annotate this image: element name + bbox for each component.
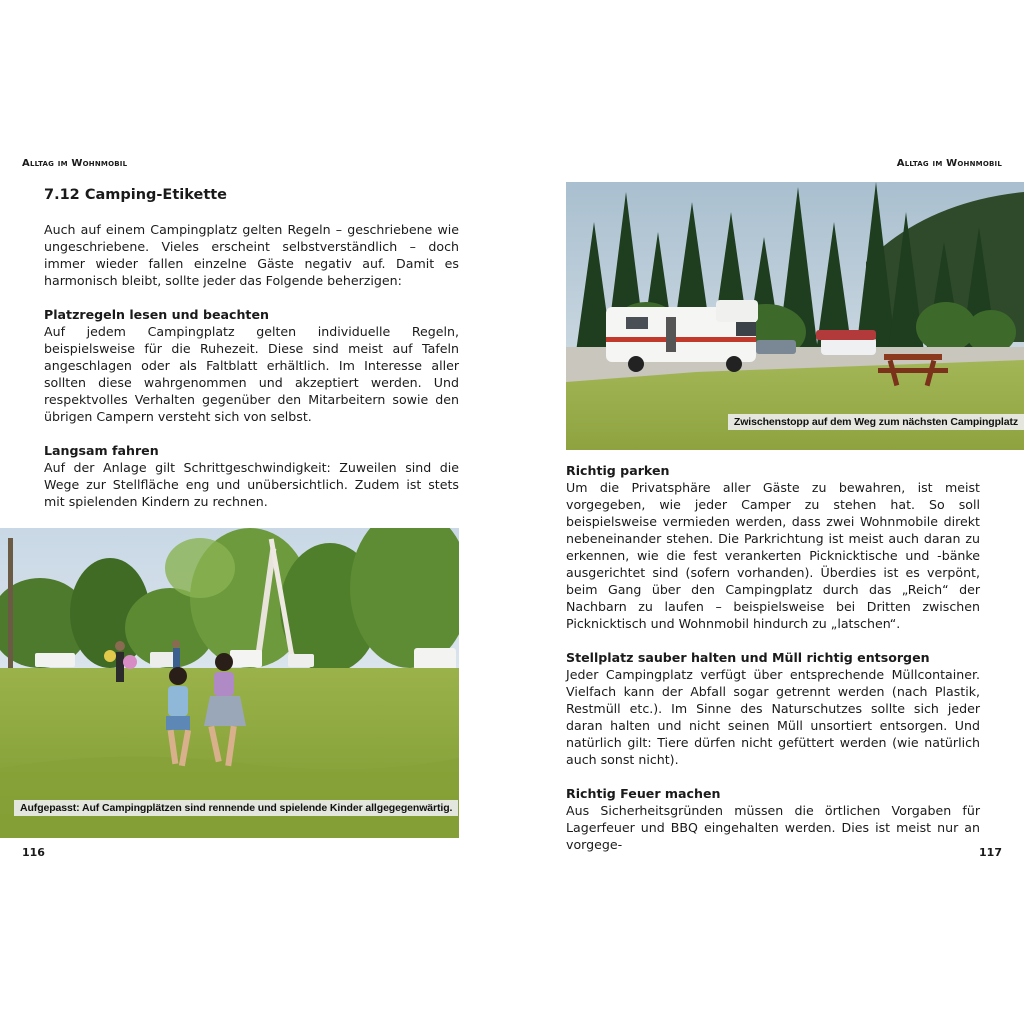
paragraph-stellplatz-muell: Jeder Campingplatz verfügt über entsprechende Müllcontainer. Vielfach kann der Abfall sogar getrennt werden (nach Plastik, Restmüll etc.). Im Sinne des Naturschutzes sollte sich jeder daran halten und nicht seinen Müll unsortiert entsorgen. Und natürlich gilt: Tiere dürfen nicht gefüttert werden (wie natürlich auch sonst nicht). [566, 667, 980, 767]
paragraph-platzregeln: Auf jedem Campingplatz gelten individuelle Regeln, beispielsweise für die Ruhezeit. Diese sind meist auf Tafeln angeschlagen oder als Faltblatt erhältlich. Im Interesse aller sollten diese wahrgenommen und akzeptiert werden. Und respektvolles Verhalten gegenüber den Mitarbeitern sowie den übrigen Campern versteht sich von selbst. [44, 324, 459, 424]
photo-caption-right: Zwischenstopp auf dem Weg zum nächsten Campingplatz [728, 414, 1024, 430]
section-title: 7.12 Camping-Etikette [44, 187, 228, 203]
photo-children-campground [0, 528, 459, 838]
running-head-left: Alltag im Wohnmobil [22, 158, 128, 169]
photo-caption-left: Aufgepasst: Auf Campingplätzen sind rennende und spielende Kinder allgegegenwärtig. [14, 800, 458, 816]
page-number-left: 116 [22, 846, 45, 859]
heading-platzregeln: Platzregeln lesen und beachten [44, 307, 269, 322]
paragraph-langsam-fahren: Auf der Anlage gilt Schrittgeschwindigkeit: Zuweilen sind die Wege zur Stellfläche eng und unübersichtlich. Zudem ist stets mit spielenden Kindern zu rechnen. [44, 460, 459, 509]
page-number-right: 117 [979, 846, 1002, 859]
right-page-text [566, 462, 980, 853]
heading-richtig-parken: Richtig parken [566, 463, 670, 478]
heading-stellplatz-muell: Stellplatz sauber halten und Müll richtig entsorgen [566, 650, 930, 665]
paragraph-feuer-machen: Aus Sicherheitsgründen müssen die örtlichen Vorgaben für Lagerfeuer und BBQ eingehalten werden. Dies ist meist nur an vorgege- [566, 803, 980, 852]
left-page-text [44, 185, 459, 510]
heading-feuer-machen: Richtig Feuer machen [566, 786, 721, 801]
intro-paragraph: Auch auf einem Campingplatz gelten Regeln – geschriebene wie ungeschriebene. Vieles erscheint selbstverständlich – doch immer wieder fallen einzelne Gäste negativ auf. Damit es harmonisch bleibt, sollte jeder das Folgende beherzigen: [44, 222, 459, 288]
photo-motorhome-forest [566, 182, 1024, 450]
running-head-right: Alltag im Wohnmobil [896, 158, 1002, 169]
heading-langsam-fahren: Langsam fahren [44, 443, 159, 458]
paragraph-richtig-parken: Um die Privatsphäre aller Gäste zu bewahren, ist meist vorgegeben, wie jeder Camper zu stehen hat. So soll beispielsweise vermieden werden, dass zwei Wohnmobile direkt nebeneinander stehen. Die Parkrichtung ist meist auch daran zu erkennen, wie die fest verankerten Picknicktische und -bänke ausgerichtet sind (sofern vorhanden). Überdies ist es verpönt, beim Gang über den Campingplatz durch das „Reich“ der Nachbarn zu laufen – beispielsweise bei Dritten zwischen Picknicktisch und Wohnmobil hindurch zu „latschen“. [566, 480, 980, 631]
